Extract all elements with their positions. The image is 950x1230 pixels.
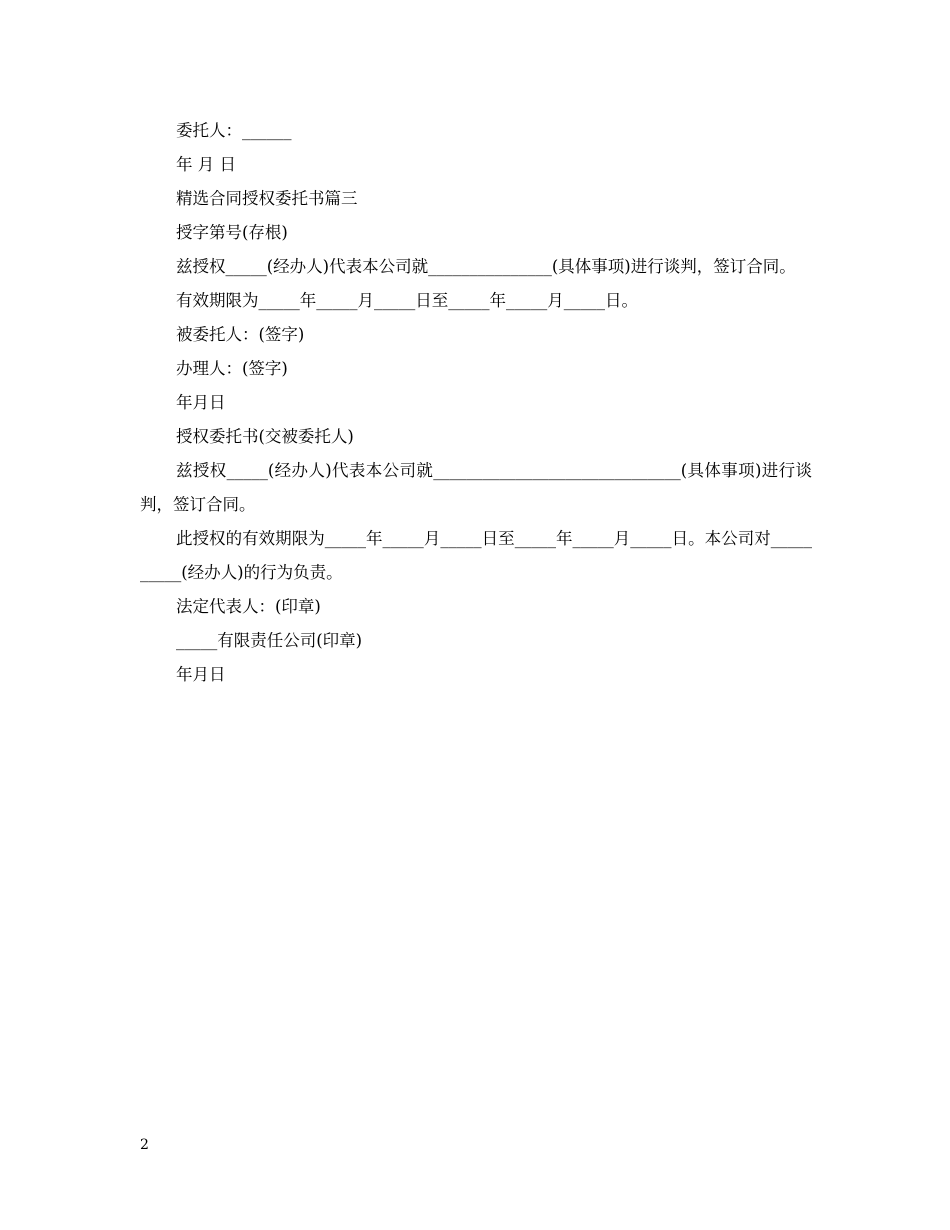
validity-period-line: 有效期限为_____年_____月_____日至_____年_____月_____日。 <box>176 291 638 310</box>
date-line: 年 月 日 <box>176 155 236 174</box>
authorization-paragraph: 兹授权_____(经办人)代表本公司就______________________________(具体事项)进行谈判，签订合同。 <box>140 461 812 514</box>
stub-number-line: 授字第号(存根) <box>176 223 288 242</box>
page-number: 2 <box>140 1137 149 1153</box>
handler-signature-line: 办理人：(签字) <box>176 359 288 378</box>
principal-line: 委托人：______ <box>176 121 292 140</box>
authorization-paragraph: 兹授权_____(经办人)代表本公司就_______________(具体事项)进行谈判，签订合同。 <box>176 257 796 276</box>
date-line: 年月日 <box>176 665 226 684</box>
legal-representative-line: 法定代表人：(印章) <box>176 597 321 616</box>
document-body <box>140 114 812 692</box>
company-seal-line: _____有限责任公司(印章) <box>176 631 363 650</box>
letter-title: 授权委托书(交被委托人) <box>176 427 354 446</box>
section-title: 精选合同授权委托书篇三 <box>176 189 358 208</box>
date-line: 年月日 <box>176 393 226 412</box>
agent-signature-line: 被委托人：(签字) <box>176 325 305 344</box>
validity-responsibility-paragraph: 此授权的有效期限为_____年_____月_____日至_____年_____月_____日。本公司对__________(经办人)的行为负责。 <box>140 529 812 582</box>
